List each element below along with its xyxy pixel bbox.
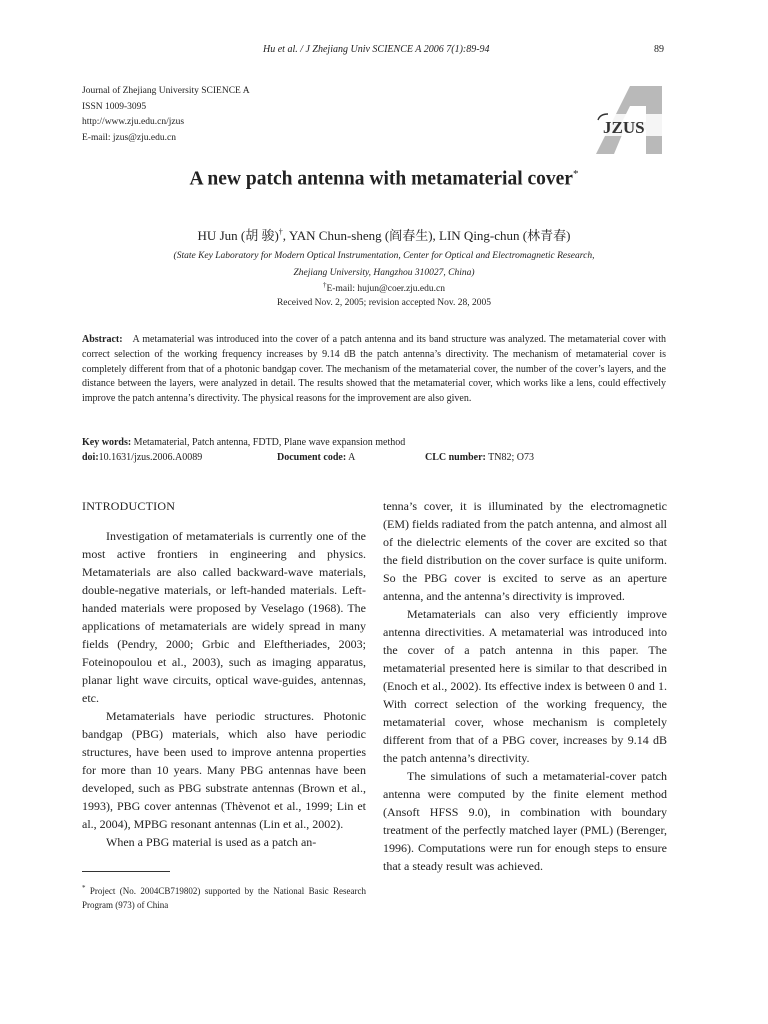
title-text: A new patch antenna with metamaterial cover [189, 168, 573, 190]
clc-number [425, 450, 534, 465]
doc-code-label: Document code: [277, 452, 347, 463]
doi-value[interactable]: 10.1631/jzus.2006.A0089 [98, 452, 203, 463]
title-footnote-mark: * [572, 168, 579, 180]
journal-info [82, 84, 250, 146]
paragraph: Investigation of metamaterials is currently one of the most active frontiers in engineering and physics. Metamaterials are also called backward-wave materials, double-negative materials, or left-handed materials. Left-handed materials were proposed by Veselago (1968). The applications of metamaterials are widely spread in many fields (Pendry, 2000; Grbic and Eleftheriades, 2003; Foteinopoulou et al., 2003), such as imaging apparatus, planar light wave circuits, optical wave-guides, antennas, etc. [82, 529, 366, 705]
clc-label: CLC number: [425, 452, 486, 463]
footnote-mark: * [82, 884, 86, 892]
email-text[interactable]: E-mail: hujun@coer.zju.edu.cn [326, 284, 445, 295]
author-others: , YAN Chun-sheng (阎春生), LIN Qing-chun (林青春) [282, 228, 571, 243]
document-code [277, 450, 355, 465]
corresponding-mark: † [278, 227, 283, 237]
paragraph: Metamaterials have periodic structures. Photonic bandgap (PBG) materials, which also have periodic structures, have been used to improve antenna properties for more than 10 years. Many PBG antennas have been developed, such as PBG substrate antennas (Brown et al., 1993), PBG cover antennas (Thèvenot et al., 1999; Lin et al., 2004), MPBG resonant antennas (Lin et al., 2002). [82, 709, 366, 831]
clc-value: TN82; O73 [488, 452, 535, 463]
affiliation-line-1: (State Key Laboratory for Modern Optical Instrumentation, Center for Optical and Electromagnetic Research, [173, 251, 595, 261]
footnote-divider [82, 871, 170, 872]
article-meta [82, 450, 666, 465]
page-number: 89 [654, 44, 664, 55]
abstract [82, 333, 666, 407]
paper-title [0, 168, 768, 191]
jzus-logo-icon [590, 84, 668, 156]
logo-text: JZUS [603, 118, 645, 137]
email-mark: † [323, 281, 327, 289]
journal-email[interactable]: E-mail: jzus@zju.edu.cn [82, 132, 176, 143]
keywords-label: Key words: [82, 437, 132, 448]
footnote-text: Project (No. 2004CB719802) supported by the National Basic Research Program (973) of China [82, 886, 367, 910]
doc-code-value: A [348, 452, 356, 463]
right-column [383, 497, 667, 875]
author-hu: HU Jun (胡 骏) [197, 228, 279, 243]
authors [0, 225, 768, 244]
affiliation [0, 248, 768, 282]
paragraph: Metamaterials can also very efficiently improve antenna directivities. A metamaterial was introduced into the cover of a patch antenna in this paper. The metamaterial presented here is similar to that described in (Enoch et al., 2002). Its effective index is between 0 and 1. With correct selection of the working frequency, the metamaterial cover, whose mechanism is completely different from that of a PBG cover, increases by 9.14 dB the patch antenna’s directivity. [383, 607, 667, 765]
abstract-text: A metamaterial was introduced into the cover of a patch antenna and its band structure was analyzed. The metamaterial cover with correct selection of the working frequency increases by 9.14 dB the patch antenna’s directivity. The mechanism of metamaterial cover is completely different from that of a photonic bandgap cover. The mechanism of the metamaterial cover, the number of the cover’s layers, and the distance between the layers, were analyzed in detail. The results showed that the metamaterial cover, which works like a lens, could effectively improve the patch antenna’s directivity. The physical reasons for the improvement are also given. [82, 334, 666, 405]
journal-issn: ISSN 1009-3095 [82, 101, 147, 112]
abstract-label: Abstract: [82, 334, 123, 345]
paragraph: When a PBG material is used as a patch an- [106, 835, 317, 849]
author-email [0, 281, 768, 294]
keywords [82, 435, 666, 450]
paragraph: The simulations of such a metamaterial-cover patch antenna were computed by the finite element method (Ansoft HFSS 9.0), in combination with boundary treatment of the perfectly matched layer (PML) (Berenger, 1996). Computations were run for enough steps to ensure that a steady result was achieved. [383, 769, 667, 873]
footnote [82, 881, 366, 912]
section-heading: INTRODUCTION [82, 499, 176, 513]
doi-label: doi: [82, 452, 99, 463]
keywords-text: Metamaterial, Patch antenna, FDTD, Plane wave expansion method [133, 437, 406, 448]
received-date: Received Nov. 2, 2005; revision accepted Nov. 28, 2005 [276, 298, 492, 308]
affiliation-line-2: Zhejiang University, Hangzhou 310027, China) [293, 268, 475, 278]
paragraph: tenna’s cover, it is illuminated by the electromagnetic (EM) fields radiated from the patch antenna, and almost all of the dielectric elements of the cover are excited so that the field distribution on the cover surface is quite uniform. So the PBG cover is excited to serve as an aperture antenna, and the antenna’s directivity is improved. [383, 499, 667, 603]
left-column [82, 497, 366, 851]
journal-name: Journal of Zhejiang University SCIENCE A [82, 86, 250, 96]
journal-url[interactable]: http://www.zju.edu.cn/jzus [82, 117, 185, 127]
running-head-text: Hu et al. / J Zhejiang Univ SCIENCE A 2006 7(1):89-94 [263, 44, 490, 55]
